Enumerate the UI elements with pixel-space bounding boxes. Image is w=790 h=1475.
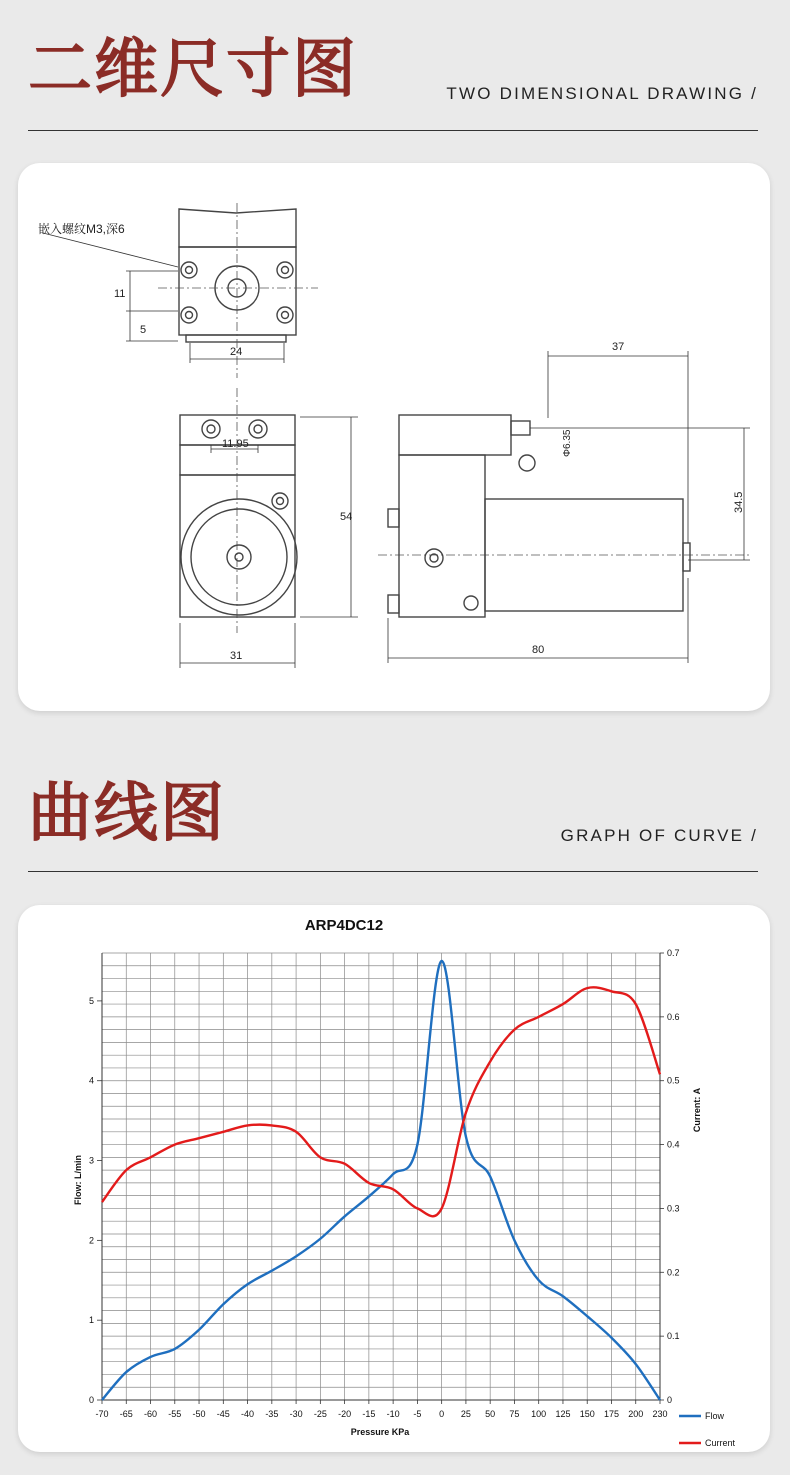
x-tick-label: 100: [531, 1409, 547, 1419]
x-tick-label: -40: [241, 1409, 255, 1419]
y-tick-label: 3: [88, 1155, 94, 1166]
x-tick-label: -45: [216, 1409, 230, 1419]
dimensional-drawing: [18, 163, 770, 711]
series-line-current: [102, 987, 660, 1216]
x-tick-label: 125: [555, 1409, 571, 1419]
drawing-card: [18, 163, 770, 711]
section-title-en-drawing: TWO DIMENSIONAL DRAWING /: [446, 84, 758, 103]
y-tick-label: 0: [88, 1395, 94, 1405]
dim-80: 80: [532, 644, 545, 656]
x-axis-label: Pressure KPa: [350, 1427, 410, 1437]
x-tick-label: -25: [313, 1409, 327, 1419]
y2-tick-label: 0.1: [667, 1331, 680, 1342]
divider: [28, 130, 758, 131]
drawing-note: 嵌入螺纹M3,深6: [38, 222, 125, 236]
dim-11-95: 11.95: [222, 438, 249, 450]
y2-tick-label: 0.3: [667, 1203, 680, 1214]
x-tick-label: 0: [439, 1409, 445, 1419]
x-tick-label: -10: [386, 1409, 400, 1419]
x-tick-label: 50: [485, 1409, 496, 1419]
y2-tick-label: 0.2: [667, 1267, 680, 1278]
x-tick-label: -50: [192, 1409, 206, 1419]
x-tick-label: -20: [338, 1409, 352, 1419]
legend-label-current: Current: [705, 1438, 736, 1448]
legend-label-flow: Flow: [705, 1411, 725, 1421]
x-tick-label: -70: [95, 1409, 109, 1419]
x-tick-label: 75: [509, 1409, 520, 1419]
y-tick-label: 1: [88, 1315, 94, 1326]
x-tick-label: -5: [413, 1409, 422, 1419]
x-tick-label: -35: [265, 1409, 279, 1419]
y-tick-label: 2: [88, 1235, 94, 1246]
y2-tick-label: 0.7: [667, 948, 680, 958]
y2-tick-label: 0.6: [667, 1011, 680, 1022]
series-line-flow: [102, 961, 660, 1400]
x-tick-label: -30: [289, 1409, 303, 1419]
y2-axis-label: Current: A: [692, 1087, 702, 1133]
y2-tick-label: 0.5: [667, 1075, 680, 1086]
flow-current-chart: [18, 905, 770, 1452]
y-axis-label: Flow: L/min: [73, 1155, 83, 1205]
dim-54: 54: [340, 511, 353, 523]
x-tick-label: -15: [362, 1409, 376, 1419]
x-tick-label: 200: [628, 1409, 644, 1419]
section-title-cn-drawing: 二维尺寸图: [28, 33, 358, 107]
chart-title: ARP4DC12: [304, 917, 384, 934]
x-tick-label: 175: [603, 1409, 619, 1419]
x-tick-label: 230: [652, 1409, 668, 1419]
chart-card: [18, 905, 770, 1452]
y-tick-label: 4: [88, 1075, 94, 1086]
divider: [28, 871, 758, 872]
section-title-en-curve: GRAPH OF CURVE /: [560, 826, 758, 845]
x-tick-label: -55: [168, 1409, 182, 1419]
x-tick-label: 150: [579, 1409, 595, 1419]
dim-37: 37: [612, 341, 625, 353]
dim-24: 24: [230, 346, 243, 358]
dim-5: 5: [140, 324, 147, 336]
dim-11: 11: [114, 288, 126, 300]
x-tick-label: -65: [119, 1409, 133, 1419]
dim-phi-6-35: Φ6.35: [562, 429, 573, 457]
x-tick-label: -60: [144, 1409, 158, 1419]
dim-34-5: 34.5: [733, 491, 745, 513]
dim-31: 31: [230, 650, 243, 662]
y2-tick-label: 0: [667, 1395, 673, 1405]
section-title-cn-curve: 曲线图: [28, 777, 226, 851]
y-tick-label: 5: [88, 995, 94, 1006]
y2-tick-label: 0.4: [667, 1139, 680, 1150]
x-tick-label: 25: [460, 1409, 471, 1419]
